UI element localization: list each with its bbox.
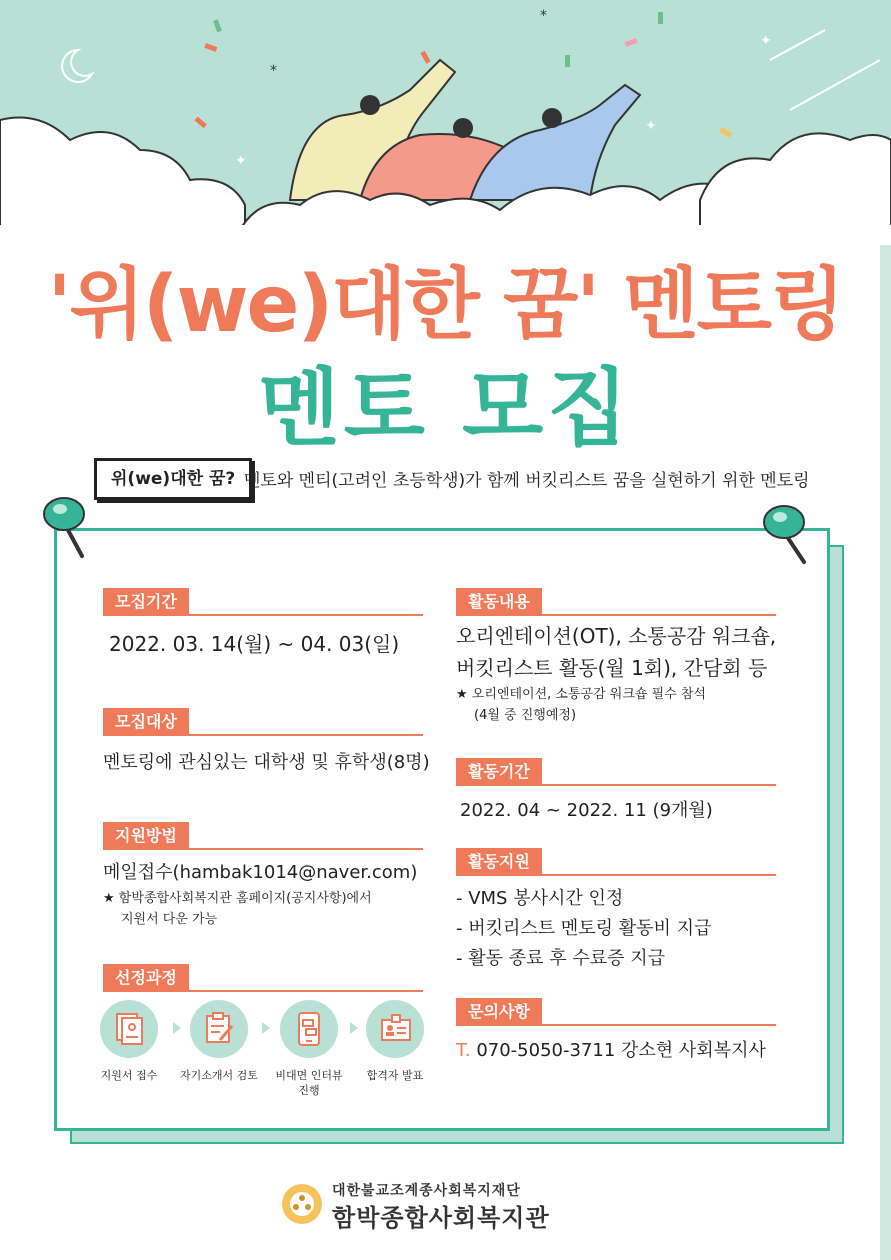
section-label: 모집기간 — [103, 588, 189, 616]
org-logo-icon — [282, 1184, 322, 1224]
contact-value: 070-5050-3711 강소현 사회복지사 — [476, 1040, 766, 1061]
section-label: 지원방법 — [103, 822, 189, 850]
support-item: - 버킷리스트 멘토링 활동비 지급 — [456, 918, 712, 939]
section-target — [103, 708, 430, 778]
activity-note: ★ 오리엔테이션, 소통공감 워크숍 필수 참석 — [456, 687, 706, 702]
activity-line: 버킷리스트 활동(월 1회), 간담회 등 — [456, 656, 768, 680]
apply-note: ★ 함박종합사회복지관 홈페이지(공지사항)에서 — [103, 891, 372, 906]
section-label: 활동기간 — [456, 758, 542, 786]
intro-text: 멘토와 멘티(고려인 초등학생)가 함께 버킷리스트 꿈을 실현하기 위한 멘토링 — [244, 471, 810, 491]
svg-text:✦: ✦ — [235, 153, 247, 169]
step-label: 합격자 발표 — [366, 1069, 424, 1082]
cloud-left — [0, 118, 245, 241]
apply-note: 지원서 다운 가능 — [121, 912, 218, 927]
org-name: 함박종합사회복지관 — [332, 1204, 550, 1232]
svg-text:✦: ✦ — [645, 118, 657, 134]
section-apply — [103, 822, 423, 930]
activity-note: (4월 중 진행예정) — [474, 708, 577, 723]
step-item — [264, 1000, 354, 1098]
selection-steps — [100, 1000, 440, 1100]
activity-line: 오리엔테이션(OT), 소통공감 워크숍, — [456, 624, 777, 648]
id-card-icon — [380, 1012, 412, 1046]
section-duration — [456, 758, 776, 826]
hero-illustration — [0, 0, 891, 240]
step-label: 비대면 인터뷰 — [275, 1069, 343, 1082]
support-item: - 활동 종료 후 수료증 지급 — [456, 948, 665, 969]
step-label: 자기소개서 검토 — [180, 1069, 258, 1082]
pin-icon — [40, 492, 92, 562]
section-label: 선정과정 — [103, 964, 189, 992]
phone-chat-icon — [294, 1012, 324, 1046]
cloud-right — [700, 133, 891, 240]
intro-row — [94, 458, 854, 498]
section-label: 활동내용 — [456, 588, 542, 616]
step-label: 진행 — [298, 1084, 320, 1097]
section-activity — [456, 588, 776, 726]
confetti — [204, 43, 217, 52]
apply-value: 메일접수(hambak1014@naver.com) — [103, 862, 418, 883]
section-period — [103, 588, 423, 660]
duration-value: 2022. 04 ~ 2022. 11 (9개월) — [460, 800, 713, 821]
main-title: '위(we)대한 꿈' 멘토링 — [47, 260, 844, 350]
person-blue — [470, 85, 640, 200]
moon-icon — [62, 50, 92, 82]
pin-icon — [760, 500, 812, 570]
svg-text:*: * — [270, 63, 277, 79]
org-foundation: 대한불교조계종사회복지재단 — [332, 1183, 521, 1199]
target-value: 멘토링에 관심있는 대학생 및 휴학생(8명) — [103, 752, 430, 773]
svg-text:*: * — [540, 8, 547, 24]
section-support — [456, 848, 776, 974]
footer-org — [282, 1180, 622, 1230]
period-value: 2022. 03. 14(월) ~ 04. 03(일) — [109, 632, 400, 656]
step-label: 지원서 접수 — [100, 1069, 158, 1082]
document-icon — [114, 1012, 144, 1046]
intro-tag: 위(we)대한 꿈? — [94, 458, 252, 500]
support-item: - VMS 봉사시간 인정 — [456, 888, 624, 909]
contact-prefix: T. — [456, 1040, 471, 1061]
sub-title: 멘토 모집 — [258, 359, 633, 457]
step-item — [84, 1000, 174, 1083]
section-contact — [456, 998, 776, 1066]
step-item — [174, 1000, 264, 1083]
section-label: 모집대상 — [103, 708, 189, 736]
section-label: 문의사항 — [456, 998, 542, 1026]
step-item — [350, 1000, 440, 1083]
section-selection — [103, 964, 423, 992]
clipboard-icon — [204, 1012, 234, 1046]
svg-text:✦: ✦ — [760, 33, 772, 49]
hero-scene — [0, 0, 891, 240]
section-label: 활동지원 — [456, 848, 542, 876]
